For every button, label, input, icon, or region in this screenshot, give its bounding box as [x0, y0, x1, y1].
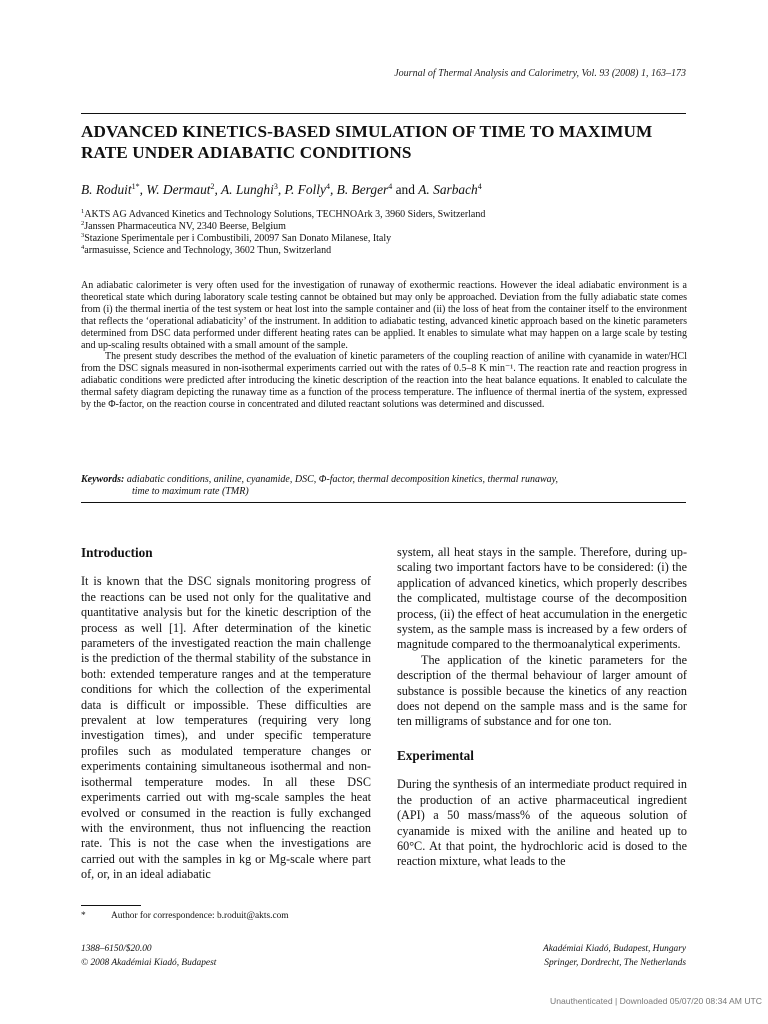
keywords-label: Keywords:	[81, 474, 125, 485]
author-sup: 1*	[131, 182, 140, 191]
section-heading-experimental: Experimental	[397, 747, 474, 763]
author-sup: 4	[325, 182, 330, 191]
affiliation-text: armasuisse, Science and Technology, 3602 Thun, Switzerland	[84, 245, 332, 256]
author-sep: ,	[329, 182, 337, 197]
download-notice: Unauthenticated | Downloaded 05/07/20 08:34 AM UTC	[550, 996, 762, 1006]
title-line-1: ADVANCED KINETICS-BASED SIMULATION OF TIME TO MAXIMUM	[81, 122, 653, 141]
keywords	[81, 474, 687, 498]
left-column	[81, 545, 371, 883]
abstract-paragraph-1: An adiabatic calorimeter is very often used for the investigation of runaway of exothermic reactions. However the ideal adiabatic environment is a theoretical state which during laboratory scale testing cannot be obtained but may only be approached. Deviation from the fully adiabatic state comes from (i) the thermal inertia of the test system or heat lost into the sample container and (ii) the loss of heat from the container itself to the environment that reflects the ‘operational adiabaticity’ of the instrument. In addition to adiabatic testing, advanced kinetic approach based on the kinetic parameters determined from DSC data performed under different heating rates can be applied. It enables to simulate what may happen on a large scale by testing and up-scaling results obtained with a small amount of the sample.	[81, 280, 687, 351]
affiliation-4	[81, 242, 331, 257]
paper-title	[81, 121, 691, 163]
author-sep: ,	[214, 182, 221, 197]
author-sup: 3	[273, 182, 278, 191]
author-sep: and	[392, 182, 419, 197]
experimental-paragraph: During the synthesis of an intermediate product required in the production of an active pharmaceutical ingredient (API) a 50 mass/mass% of the aqueous solution of cyanamide is mixed with the aniline and heated up to 60°C. At that point, the hydrochloric acid is dosed to the reaction mixture, what leads to the	[397, 777, 687, 869]
keywords-line-2: time to maximum rate (TMR)	[132, 486, 249, 497]
footnote	[81, 911, 289, 921]
author-name: A. Sarbach	[418, 182, 478, 197]
author	[146, 182, 221, 197]
issn-price: 1388–6150/$20.00	[81, 944, 152, 954]
author	[418, 182, 482, 197]
author-sep: ,	[277, 182, 285, 197]
affiliation-sup: 2	[81, 220, 85, 227]
keywords-line-1: adiabatic conditions, aniline, cyanamide, DSC, Φ-factor, thermal decomposition kinetics, thermal runaway,	[126, 474, 559, 485]
right-column	[397, 545, 687, 870]
introduction-paragraph: It is known that the DSC signals monitoring progress of the reactions can be used not only for the qualitative and quantitative analysis but for the kinetic description of the process as well [1]. After determination of the kinetic parameters of the investigated reaction the main challenge is the prediction of the thermal stability of the substance in both: extended temperature ranges and at the temperature conditions for which the collection of the experimental data is difficult or impossible. These difficulties are prevalent at low temperatures (requiring very long investigation times), and under specific temperature profiles such as modulated temperature changes or experiments containing simultaneous isothermal and non-isothermal temperature modes. In all these DSC experiments carried out with mg-scale samples the heat evolved or consumed in the reaction is fully exchanged with the environment, thus not influencing the reaction rate. This is not the case when the investigations are carried out with the samples in kg or Mg-scale where part of, or, in an ideal adiabatic	[81, 574, 371, 882]
author	[337, 182, 419, 197]
publisher-2: Springer, Dordrecht, The Netherlands	[544, 957, 686, 968]
author-sup: 4	[388, 182, 393, 191]
affiliation-sup: 1	[81, 208, 85, 215]
author-name: B. Berger	[336, 182, 389, 197]
copyright: © 2008 Akadémiai Kiadó, Budapest	[81, 957, 217, 968]
author-list	[81, 182, 482, 198]
abstract	[81, 280, 687, 411]
author	[221, 182, 285, 197]
affiliation-text: Stazione Sperimentale per i Combustibili, 20097 San Donato Milanese, Italy	[84, 233, 392, 244]
bottom-right-publishers	[543, 943, 686, 970]
top-rule	[81, 113, 686, 114]
journal-reference: Journal of Thermal Analysis and Calorimetry, Vol. 93 (2008) 1, 163–173	[394, 68, 686, 79]
affiliation-text: AKTS AG Advanced Kinetics and Technology Solutions, TECHNOArk 3, 3960 Siders, Switzerland	[84, 209, 486, 220]
footnote-mark: *	[81, 911, 86, 921]
right-paragraph-1: system, all heat stays in the sample. Therefore, during up-scaling two important factors have to be considered: (i) the application of advanced kinetics, which properly describes the complicated, multistage course of the decomposition process, (ii) the effect of heat accumulation in the energetic system, as the sample mass is increased by a few orders of magnitude compared to the thermoanalytical experiments.	[397, 545, 687, 652]
author-name: P. Folly	[284, 182, 326, 197]
author-name: W. Dermaut	[146, 182, 211, 197]
bottom-left-imprint	[81, 943, 216, 970]
author-name: B. Roduit	[81, 182, 132, 197]
publisher-1: Akadémiai Kiadó, Budapest, Hungary	[543, 944, 686, 954]
author-sup: 4	[477, 182, 482, 191]
author	[81, 182, 146, 197]
abstract-paragraph-2: The present study describes the method of the evaluation of kinetic parameters of the coupling reaction of aniline with cyanamide in water/HCl from the DSC signals measured in non-isothermal experiments carried out with the rates of 0.5–8 K min⁻¹. The reaction rate and reaction progress in adiabatic conditions were predicted after introducing the kinetic description of the reaction into the heat balance equations. It enabled to calculate the thermal safety diagram depicting the runaway time as a function of the process temperature. The influence of thermal inertia of the system, expressed by the Φ-factor, on the reaction course in concentrated and diluted reactant solutions was determined and discussed.	[81, 351, 687, 411]
affiliation-sup: 4	[81, 244, 85, 251]
footnote-rule	[81, 905, 141, 906]
affiliation-sup: 3	[81, 232, 85, 239]
author-name: A. Lunghi	[221, 182, 274, 197]
affiliation-text: Janssen Pharmaceutica NV, 2340 Beerse, Belgium	[84, 221, 286, 232]
footnote-text: Author for correspondence: b.roduit@akts.com	[111, 911, 289, 921]
title-line-2: RATE UNDER ADIABATIC CONDITIONS	[81, 143, 412, 162]
abstract-bottom-rule	[81, 502, 686, 503]
author-sep: ,	[139, 182, 147, 197]
author-sup: 2	[210, 182, 215, 191]
author	[285, 182, 337, 197]
right-paragraph-2: The application of the kinetic parameters for the description of the thermal behaviour of larger amount of substance is possible because the kinetics of any reaction does not depend on the sample mass and is the same for ten milligrams of substance and for one ton.	[397, 652, 687, 729]
section-heading-introduction: Introduction	[81, 545, 153, 560]
